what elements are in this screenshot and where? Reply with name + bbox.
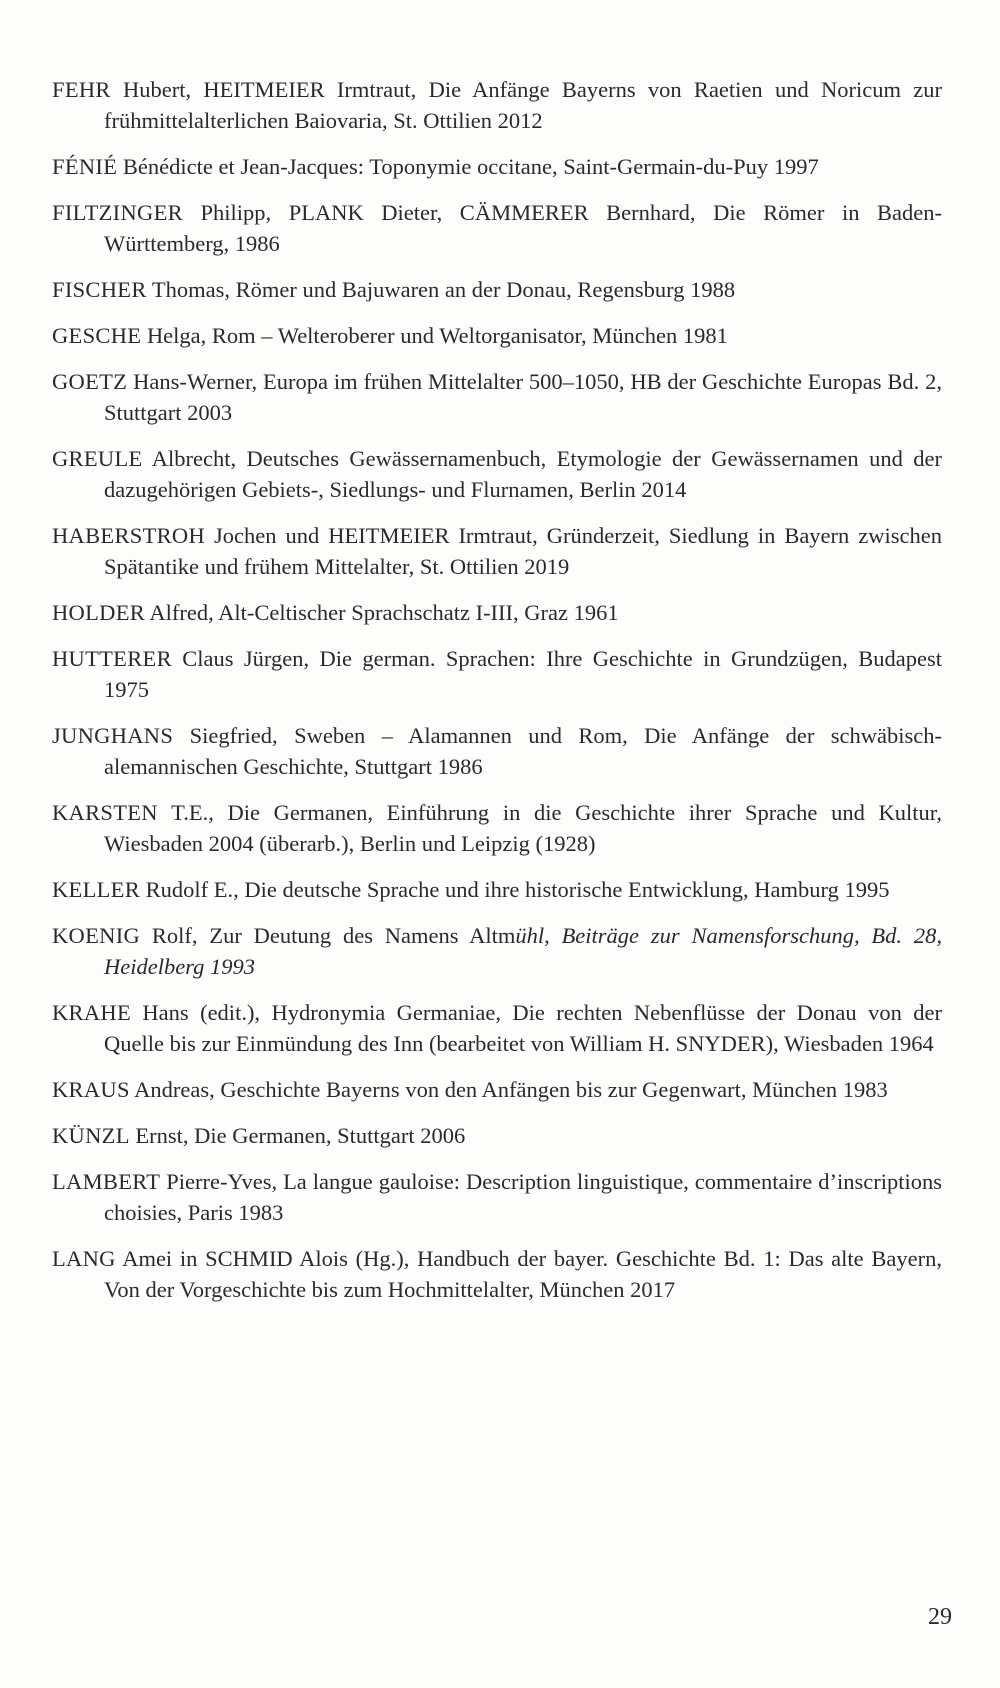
entry-author: GOETZ — [52, 369, 128, 394]
entry-author: KRAUS — [52, 1077, 130, 1102]
page-number: 29 — [928, 1604, 952, 1630]
entry-author: KELLER — [52, 877, 141, 902]
entry-text: Hans-Werner, Europa im frühen Mittelalter 500–1050, HB der Geschichte Europas Bd. 2, Stuttgart 2003 — [104, 369, 942, 425]
entry-text: Rudolf E., Die deutsche Sprache und ihre historische Entwicklung, Hamburg 1995 — [140, 877, 890, 902]
bibliography-entry — [52, 997, 942, 1059]
entry-text: Hubert, HEITMEIER Irmtraut, Die Anfänge Bayerns von Raetien und Noricum zur frühmittelalterlichen Baiovaria, St. Ottilien 2012 — [104, 77, 942, 133]
entry-text: Jochen und HEITMEIER Irmtraut, Gründerzeit, Siedlung in Bayern zwischen Spätantike und frühem Mittelalter, St. Ottilien 2019 — [104, 523, 942, 579]
entry-italic-text: ühl, Beiträge zur Namensforschung, Bd. 28, Heidelberg 1993 — [104, 923, 942, 979]
entry-author: KÜNZL — [52, 1123, 130, 1148]
entry-author: HUTTERER — [52, 646, 172, 671]
entry-author: GREULE — [52, 446, 143, 471]
entry-author: FISCHER — [52, 277, 147, 302]
bibliography-entry — [52, 1074, 942, 1105]
entry-text: Ernst, Die Germanen, Stuttgart 2006 — [129, 1123, 466, 1148]
entry-text: Amei in SCHMID Alois (Hg.), Handbuch der bayer. Geschichte Bd. 1: Das alte Bayern, Von der Vorgeschichte bis zum Hochmittelalter, München 2017 — [104, 1246, 942, 1302]
bibliography-entry — [52, 597, 942, 628]
entry-text: Philipp, PLANK Dieter, CÄMMERER Bernhard, Die Römer in Baden-Württemberg, 1986 — [104, 200, 942, 256]
bibliography-entry — [52, 1166, 942, 1228]
entry-author: JUNGHANS — [52, 723, 174, 748]
entry-author: HOLDER — [52, 600, 146, 625]
bibliography-list — [52, 74, 942, 1320]
bibliography-entry — [52, 1243, 942, 1305]
bibliography-entry — [52, 197, 942, 259]
entry-text: Claus Jürgen, Die german. Sprachen: Ihre Geschichte in Grundzügen, Budapest 1975 — [104, 646, 942, 702]
bibliography-entry — [52, 74, 942, 136]
bibliography-entry — [52, 920, 942, 982]
bibliography-entry — [52, 520, 942, 582]
bibliography-entry — [52, 443, 942, 505]
bibliography-entry — [52, 274, 942, 305]
entry-author: GESCHE — [52, 323, 142, 348]
bibliography-entry — [52, 874, 942, 905]
entry-author: LAMBERT — [52, 1169, 161, 1194]
bibliography-entry — [52, 320, 942, 351]
entry-text: Andreas, Geschichte Bayerns von den Anfängen bis zur Gegenwart, München 1983 — [129, 1077, 888, 1102]
bibliography-entry — [52, 797, 942, 859]
entry-author: KRAHE — [52, 1000, 131, 1025]
entry-author: FEHR — [52, 77, 111, 102]
entry-author: KARSTEN — [52, 800, 158, 825]
entry-author: HABERSTROH — [52, 523, 206, 548]
entry-text: Alfred, Alt-Celtischer Sprachschatz I-III, Graz 1961 — [145, 600, 619, 625]
entry-text: Pierre-Yves, La langue gauloise: Description linguistique, commentaire d’inscriptions choisies, Paris 1983 — [104, 1169, 942, 1225]
entry-author: FILTZINGER — [52, 200, 183, 225]
bibliography-entry — [52, 1120, 942, 1151]
bibliography-entry — [52, 643, 942, 705]
entry-text: Helga, Rom – Welteroberer und Weltorganisator, München 1981 — [141, 323, 728, 348]
bibliography-entry — [52, 720, 942, 782]
bibliography-entry — [52, 366, 942, 428]
bibliography-entry — [52, 151, 942, 182]
entry-text: Thomas, Römer und Bajuwaren an der Donau, Regensburg 1988 — [146, 277, 736, 302]
entry-author: FÉNIÉ — [52, 154, 118, 179]
entry-text: Rolf, Zur Deutung des Namens Altm — [140, 923, 516, 948]
entry-text: T.E., Die Germanen, Einführung in die Geschichte ihrer Sprache und Kultur, Wiesbaden 2004 (überarb.), Berlin und Leipzig (1928) — [104, 800, 942, 856]
entry-author: KOENIG — [52, 923, 141, 948]
entry-text: Siegfried, Sweben – Alamannen und Rom, Die Anfänge der schwäbisch-alemannischen Geschichte, Stuttgart 1986 — [104, 723, 942, 779]
entry-text: Hans (edit.), Hydronymia Germaniae, Die rechten Nebenflüsse der Donau von der Quelle bis zur Einmündung des Inn (bearbeitet von William H. SNYDER), Wiesbaden 1964 — [104, 1000, 942, 1056]
entry-author: LANG — [52, 1246, 116, 1271]
entry-text: Bénédicte et Jean-Jacques: Toponymie occitane, Saint-Germain-du-Puy 1997 — [117, 154, 819, 179]
entry-text: Albrecht, Deutsches Gewässernamenbuch, Etymologie der Gewässernamen und der dazugehörigen Gebiets-, Siedlungs- und Flurnamen, Berlin 2014 — [104, 446, 942, 502]
